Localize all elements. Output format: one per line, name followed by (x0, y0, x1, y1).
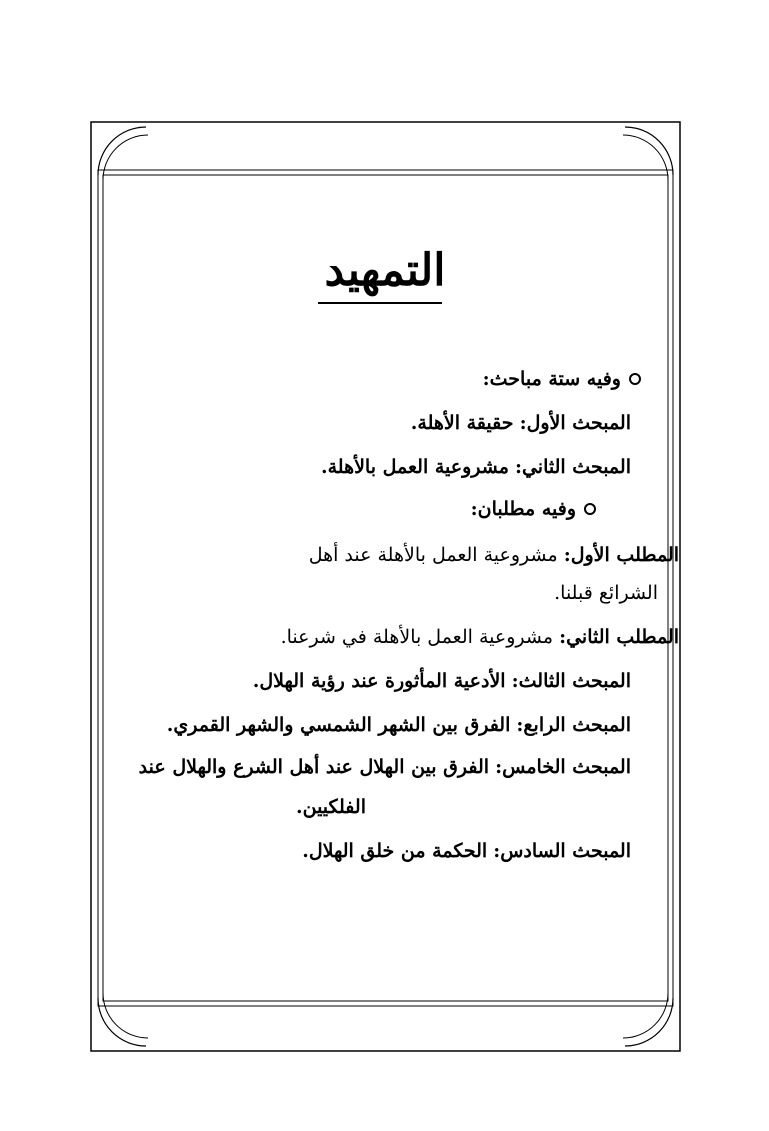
section-2-text: مشروعية العمل بالأهلة. (320, 456, 509, 478)
intro-line (483, 366, 641, 392)
section-4 (167, 712, 631, 738)
subsection-2-text: مشروعية العمل بالأهلة في شرعنا. (280, 626, 554, 648)
subsection-1 (309, 542, 679, 568)
section-5 (139, 754, 631, 780)
subsection-2-label: المطلب الثاني: (559, 626, 679, 648)
subsection-2 (281, 624, 679, 650)
section-3 (253, 668, 631, 694)
section-2-intro (471, 496, 596, 522)
section-5-label: المبحث الخامس: (495, 756, 631, 778)
bullet-icon (629, 373, 641, 385)
section-6-text: الحكمة من خلق الهلال. (302, 840, 488, 862)
bullet-icon (584, 503, 596, 515)
title-underline (318, 302, 442, 304)
subsection-1-text: مشروعية العمل بالأهلة عند أهل (308, 544, 558, 566)
section-2 (321, 454, 631, 480)
section-1 (411, 410, 631, 436)
section-1-label: المبحث الأول: (519, 412, 631, 434)
section-2-intro-text: وفيه مطلبان: (470, 498, 576, 520)
page-title: التمهيد (324, 245, 446, 296)
subsection-1-text-cont: الشرائع قبلنا. (554, 582, 658, 604)
section-3-text: الأدعية المأثورة عند رؤية الهلال. (252, 670, 506, 692)
section-2-label: المبحث الثاني: (514, 456, 631, 478)
subsection-1-continued (554, 580, 658, 606)
section-4-label: المبحث الرابع: (516, 714, 631, 736)
section-5-continued (296, 794, 366, 820)
intro-text: وفيه ستة مباحث: (482, 368, 621, 390)
section-6-label: المبحث السادس: (493, 840, 631, 862)
section-3-label: المبحث الثالث: (511, 670, 631, 692)
section-5-text-cont: الفلكيين. (295, 796, 366, 818)
section-4-text: الفرق بين الشهر الشمسي والشهر القمري. (166, 714, 511, 736)
section-1-text: حقيقة الأهلة. (410, 412, 514, 434)
section-6 (302, 838, 631, 864)
section-5-text: الفرق بين الهلال عند أهل الشرع والهلال عند (138, 756, 490, 778)
subsection-1-label: المطلب الأول: (563, 544, 679, 566)
